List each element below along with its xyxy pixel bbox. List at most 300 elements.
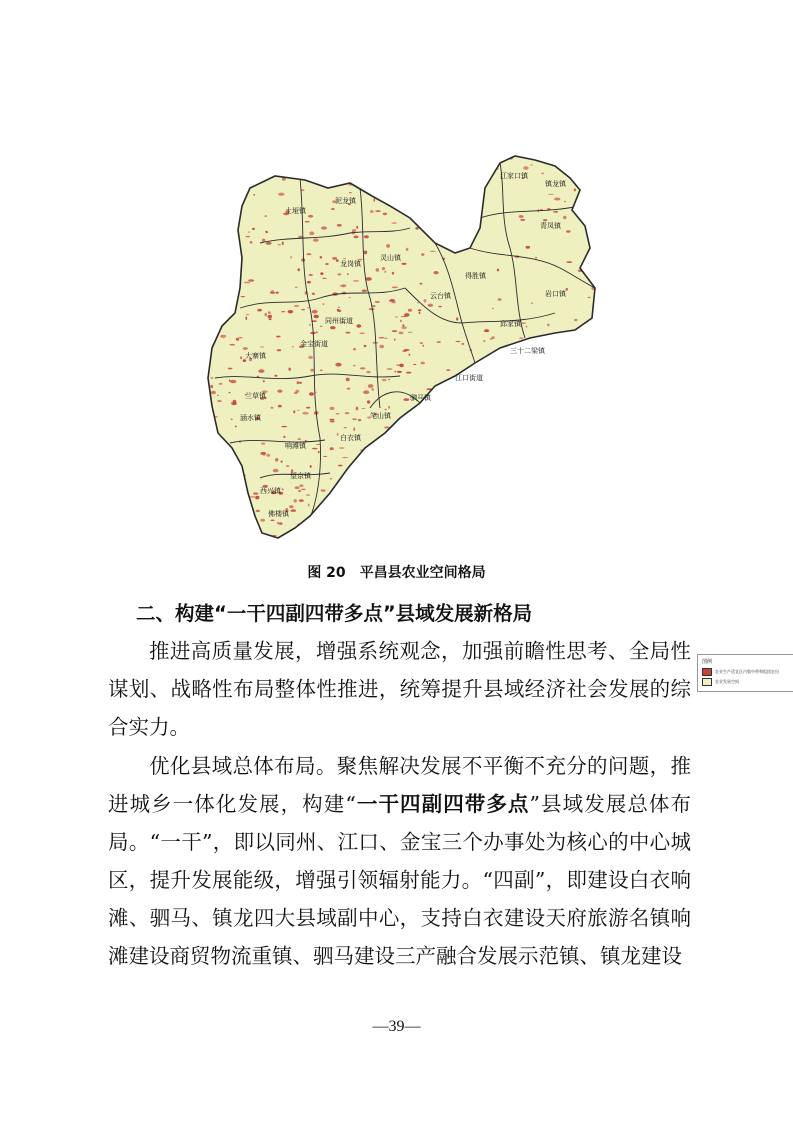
farmland-patch: [526, 326, 528, 328]
farmland-patch: [294, 305, 300, 307]
farmland-patch: [308, 356, 313, 359]
farmland-patch: [321, 489, 326, 492]
farmland-patch: [206, 492, 212, 494]
farmland-patch: [268, 315, 273, 318]
farmland-patch: [246, 316, 248, 320]
farmland-patch: [229, 392, 231, 393]
farmland-patch: [406, 509, 411, 510]
farmland-patch: [232, 190, 237, 193]
farmland-patch: [281, 168, 283, 172]
farmland-patch: [325, 263, 328, 265]
farmland-patch: [277, 522, 279, 525]
farmland-patch: [356, 156, 362, 157]
farmland-patch: [398, 165, 402, 169]
farmland-patch: [434, 201, 440, 204]
farmland-patch: [394, 338, 396, 341]
farmland-patch: [379, 337, 385, 338]
farmland-patch: [428, 513, 431, 516]
farmland-patch: [413, 421, 416, 424]
farmland-patch: [218, 495, 222, 497]
farmland-patch: [349, 192, 352, 193]
farmland-patch: [393, 148, 398, 151]
farmland-patch: [284, 162, 289, 165]
farmland-patch: [229, 379, 231, 381]
farmland-patch: [233, 400, 237, 403]
farmland-patch: [268, 311, 271, 314]
farmland-patch: [404, 313, 410, 317]
farmland-patch: [586, 451, 590, 452]
farmland-patch: [257, 309, 262, 312]
farmland-patch: [437, 474, 440, 477]
legend-label-farmland: 农业生产适宜区内集中带和组团农田: [715, 669, 779, 674]
farmland-patch: [217, 400, 221, 402]
farmland-patch: [430, 418, 432, 419]
farmland-patch: [250, 241, 253, 244]
farmland-patch: [354, 464, 360, 466]
farmland-patch: [328, 545, 331, 548]
farmland-patch: [210, 385, 213, 389]
farmland-patch: [574, 319, 577, 322]
farmland-patch: [276, 149, 278, 153]
farmland-patch: [200, 365, 202, 368]
farmland-patch: [307, 167, 311, 168]
farmland-patch: [369, 169, 374, 171]
farmland-patch: [297, 410, 299, 411]
farmland-patch: [356, 226, 358, 229]
town-label: 笔山镇: [370, 412, 391, 420]
farmland-patch: [204, 522, 208, 523]
farmland-patch: [358, 530, 360, 532]
farmland-patch: [338, 307, 340, 308]
farmland-patch: [339, 447, 345, 449]
farmland-patch: [402, 426, 407, 430]
farmland-patch: [400, 148, 405, 149]
town-label: 邱家镇: [500, 320, 521, 328]
farmland-patch: [479, 417, 485, 421]
farmland-patch: [408, 309, 412, 312]
farmland-patch: [234, 291, 238, 294]
farmland-patch: [308, 215, 313, 218]
farmland-patch: [310, 369, 314, 372]
farmland-patch: [442, 497, 447, 499]
farmland-patch: [278, 193, 284, 196]
farmland-patch: [342, 457, 348, 458]
farmland-patch: [553, 211, 558, 213]
farmland-patch: [202, 527, 206, 530]
farmland-patch: [526, 246, 531, 249]
farmland-patch: [200, 481, 202, 484]
farmland-patch: [570, 149, 574, 151]
farmland-patch: [341, 284, 346, 287]
farmland-patch: [282, 242, 284, 246]
farmland-patch: [384, 271, 386, 273]
farmland-patch: [518, 455, 520, 457]
farmland-patch: [309, 152, 314, 154]
town-label: 云台镇: [430, 292, 451, 300]
farmland-patch: [212, 504, 215, 507]
farmland-patch: [360, 176, 364, 180]
farmland-patch: [419, 312, 421, 315]
farmland-patch: [370, 210, 374, 213]
farmland-patch: [519, 475, 523, 478]
farmland-patch: [302, 412, 308, 415]
farmland-patch: [330, 447, 334, 450]
farmland-patch: [421, 253, 424, 256]
farmland-patch: [225, 157, 228, 159]
farmland-patch: [391, 492, 393, 496]
farmland-patch: [236, 199, 242, 203]
farmland-patch: [387, 368, 393, 370]
farmland-patch: [306, 494, 310, 496]
farmland-patch: [460, 232, 462, 234]
farmland-patch: [277, 244, 281, 245]
farmland-patch: [422, 345, 424, 347]
farmland-patch: [576, 340, 580, 341]
farmland-patch: [287, 153, 290, 156]
farmland-patch: [276, 336, 281, 338]
farmland-patch: [498, 298, 502, 301]
farmland-patch: [332, 257, 337, 260]
farmland-patch: [366, 371, 370, 373]
farmland-patch: [359, 490, 363, 493]
farmland-patch: [203, 531, 208, 533]
farmland-patch: [434, 271, 439, 274]
farmland-patch: [367, 160, 369, 163]
farmland-patch: [337, 224, 342, 227]
farmland-patch: [270, 520, 274, 522]
farmland-patch: [274, 375, 277, 377]
farmland-patch: [547, 530, 550, 531]
farmland-patch: [384, 338, 387, 339]
farmland-patch: [200, 155, 203, 156]
legend-title: 图例: [702, 659, 713, 665]
farmland-patch: [216, 184, 220, 187]
farmland-patch: [431, 418, 435, 422]
farmland-patch: [478, 443, 483, 446]
town-label: 泥龙镇: [335, 197, 356, 205]
farmland-patch: [392, 330, 398, 332]
farmland-patch: [276, 292, 279, 294]
farmland-patch: [237, 522, 240, 525]
farmland-patch: [437, 341, 441, 343]
farmland-patch: [566, 261, 572, 263]
farmland-patch: [530, 396, 533, 400]
farmland-patch: [523, 166, 529, 170]
farmland-patch: [388, 406, 390, 409]
farmland-patch: [320, 326, 323, 327]
section-heading: 二、构建“一干四副四带多点”县域发展新格局: [136, 602, 533, 625]
farmland-patch: [406, 248, 409, 251]
farmland-patch: [554, 198, 560, 201]
farmland-patch: [316, 331, 318, 333]
farmland-patch: [474, 419, 479, 423]
farmland-patch: [349, 297, 351, 298]
farmland-patch: [415, 536, 419, 539]
farmland-patch: [372, 489, 377, 492]
farmland-patch: [296, 172, 300, 175]
farmland-patch: [379, 345, 384, 348]
farmland-patch: [548, 194, 554, 195]
farmland-patch: [232, 529, 238, 531]
farmland-patch: [312, 293, 315, 295]
town-label: 响滩镇: [285, 442, 306, 450]
farmland-patch: [443, 172, 449, 174]
farmland-patch: [279, 159, 283, 163]
farmland-patch: [394, 532, 398, 533]
town-label: 白衣镇: [340, 434, 361, 442]
farmland-patch: [345, 332, 350, 334]
farmland-patch: [350, 169, 353, 172]
farmland-patch: [545, 420, 550, 423]
farmland-patch: [539, 342, 541, 343]
farmland-patch: [508, 515, 510, 516]
farmland-patch: [277, 390, 282, 393]
farmland-patch: [465, 436, 468, 439]
farmland-patch: [236, 338, 239, 341]
figure-caption: [0, 562, 793, 582]
farmland-patch: [298, 438, 302, 440]
farmland-patch: [429, 525, 431, 528]
farmland-patch: [337, 309, 340, 311]
farmland-patch: [362, 290, 367, 292]
farmland-patch: [347, 388, 350, 390]
farmland-patch: [222, 465, 227, 468]
town-label: 大寨镇: [245, 352, 266, 360]
farmland-patch: [365, 152, 369, 156]
farmland-patch: [315, 178, 317, 181]
farmland-patch: [364, 345, 367, 347]
town-label: 得胜镇: [465, 272, 486, 280]
farmland-patch: [335, 499, 340, 503]
farmland-patch: [288, 310, 294, 313]
farmland-patch: [299, 537, 302, 540]
farmland-patch: [583, 336, 587, 339]
farmland-patch: [290, 256, 292, 259]
farmland-patch: [438, 306, 442, 308]
farmland-patch: [352, 418, 357, 420]
farmland-patch: [218, 516, 221, 518]
farmland-patch: [481, 426, 486, 428]
farmland-patch: [213, 314, 215, 315]
farmland-patch: [545, 359, 549, 362]
farmland-patch: [481, 416, 487, 419]
farmland-patch: [405, 187, 409, 189]
farmland-patch: [406, 430, 412, 433]
farmland-patch: [400, 533, 402, 535]
farmland-patch: [347, 273, 349, 275]
farmland-patch: [389, 165, 392, 168]
farmland-patch: [388, 379, 390, 380]
farmland-patch: [446, 444, 449, 445]
farmland-patch: [505, 462, 508, 464]
town-label: 金宝街道: [300, 340, 328, 348]
legend-swatch-farmland: [702, 668, 712, 676]
farmland-patch: [308, 504, 310, 507]
farmland-patch: [368, 384, 374, 388]
farmland-patch: [417, 302, 419, 303]
farmland-patch: [263, 380, 265, 382]
farmland-patch: [323, 303, 325, 305]
farmland-patch: [435, 465, 439, 467]
farmland-patch: [539, 361, 542, 365]
farmland-patch: [218, 506, 222, 509]
farmland-patch: [309, 324, 311, 325]
farmland-patch: [474, 516, 480, 518]
farmland-patch: [312, 448, 317, 450]
farmland-patch: [298, 490, 301, 492]
farmland-patch: [430, 251, 436, 252]
farmland-patch: [436, 218, 440, 220]
farmland-patch: [299, 382, 302, 384]
paragraph-2-text-start: 优化县域总体布局。聚焦解决发展不平衡不充分的问题，推进城乡一体化发展，构建“: [108, 754, 691, 816]
farmland-patch: [377, 524, 379, 526]
farmland-patch: [542, 527, 545, 528]
farmland-patch: [293, 410, 295, 413]
farmland-patch: [360, 464, 365, 465]
farmland-patch: [362, 455, 367, 458]
farmland-patch: [397, 476, 403, 479]
farmland-patch: [218, 455, 223, 457]
farmland-patch: [371, 522, 373, 524]
farmland-patch: [352, 229, 356, 232]
farmland-patch: [397, 371, 402, 373]
farmland-patch: [517, 371, 521, 372]
farmland-patch: [295, 390, 299, 393]
town-label: 同州街道: [325, 317, 353, 325]
farmland-patch: [217, 395, 219, 396]
farmland-patch: [590, 228, 596, 231]
farmland-patch: [260, 452, 266, 455]
farmland-patch: [574, 188, 576, 191]
farmland-patch: [322, 524, 328, 526]
farmland-patch: [469, 154, 472, 156]
farmland-patch: [281, 426, 287, 427]
farmland-patch: [461, 343, 464, 345]
farmland-patch: [219, 493, 222, 494]
farmland-patch: [374, 469, 378, 471]
farmland-patch: [364, 235, 369, 238]
farmland-patch: [484, 329, 489, 332]
farmland-patch: [378, 543, 381, 544]
farmland-patch: [372, 342, 378, 344]
farmland-patch: [391, 167, 396, 169]
farmland-patch: [578, 427, 580, 430]
farmland-patch: [299, 485, 303, 487]
farmland-patch: [586, 424, 591, 426]
farmland-patch: [359, 506, 362, 508]
farmland-patch: [561, 491, 566, 492]
farmland-patch: [263, 452, 265, 456]
farmland-patch: [440, 183, 443, 186]
farmland-patch: [275, 458, 278, 462]
farmland-patch: [323, 456, 327, 457]
farmland-patch: [241, 180, 246, 184]
farmland-patch: [425, 404, 427, 407]
farmland-patch: [221, 291, 225, 294]
farmland-patch: [215, 319, 217, 321]
farmland-patch: [353, 280, 359, 281]
farmland-patch: [344, 427, 348, 428]
farmland-patch: [258, 369, 264, 373]
farmland-patch: [200, 394, 203, 396]
farmland-patch: [200, 443, 205, 444]
farmland-patch: [358, 419, 362, 421]
farmland-patch: [437, 187, 442, 189]
farmland-patch: [494, 155, 498, 158]
farmland-patch: [240, 356, 242, 359]
farmland-patch: [289, 505, 293, 508]
farmland-patch: [446, 441, 451, 443]
farmland-patch: [353, 365, 355, 367]
farmland-patch: [338, 465, 343, 467]
farmland-patch: [253, 492, 259, 494]
farmland-patch: [374, 198, 376, 202]
farmland-patch: [282, 488, 284, 490]
town-label: 佛楼镇: [268, 510, 289, 518]
farmland-patch: [212, 325, 215, 327]
farmland-patch: [314, 173, 317, 175]
farmland-patch: [562, 452, 564, 454]
farmland-patch: [200, 258, 203, 260]
town-label: 龙岗镇: [340, 260, 361, 268]
farmland-patch: [580, 493, 583, 494]
farmland-patch: [284, 154, 286, 156]
farmland-patch: [574, 423, 577, 425]
farmland-patch: [230, 380, 236, 384]
farmland-patch: [437, 218, 443, 221]
farmland-patch: [406, 372, 411, 374]
farmland-patch: [563, 216, 566, 220]
farmland-patch: [324, 149, 328, 150]
farmland-patch: [354, 236, 359, 239]
farmland-patch: [231, 419, 233, 421]
map-legend: [697, 654, 793, 692]
farmland-patch: [434, 418, 440, 421]
farmland-patch: [215, 474, 218, 478]
farmland-patch: [402, 544, 408, 545]
farmland-patch: [219, 245, 221, 246]
farmland-patch: [516, 493, 518, 494]
town-label: 江家口镇: [500, 172, 528, 180]
farmland-patch: [209, 266, 212, 269]
farmland-patch: [371, 521, 377, 524]
farmland-patch: [211, 315, 217, 316]
farmland-patch: [204, 487, 210, 490]
farmland-patch: [309, 392, 314, 395]
farmland-patch: [360, 509, 362, 513]
farmland-patch: [506, 522, 511, 525]
farmland-patch: [461, 478, 464, 481]
farmland-patch: [480, 455, 483, 458]
farmland-patch: [337, 433, 339, 436]
farmland-patch: [346, 378, 350, 382]
farmland-patch: [551, 152, 556, 156]
farmland-patch: [543, 453, 548, 455]
farmland-patch: [256, 510, 260, 512]
farmland-patch: [313, 239, 319, 242]
farmland-patch: [539, 442, 541, 443]
town-label: 驷马镇: [410, 394, 431, 402]
farmland-patch: [204, 371, 208, 373]
farmland-patch: [212, 208, 214, 209]
farmland-patch: [383, 213, 387, 216]
farmland-patch: [544, 472, 548, 474]
farmland-patch: [336, 413, 340, 414]
farmland-patch: [330, 407, 335, 410]
farmland-patch: [354, 174, 360, 177]
farmland-patch: [248, 160, 254, 162]
farmland-patch: [472, 504, 477, 507]
